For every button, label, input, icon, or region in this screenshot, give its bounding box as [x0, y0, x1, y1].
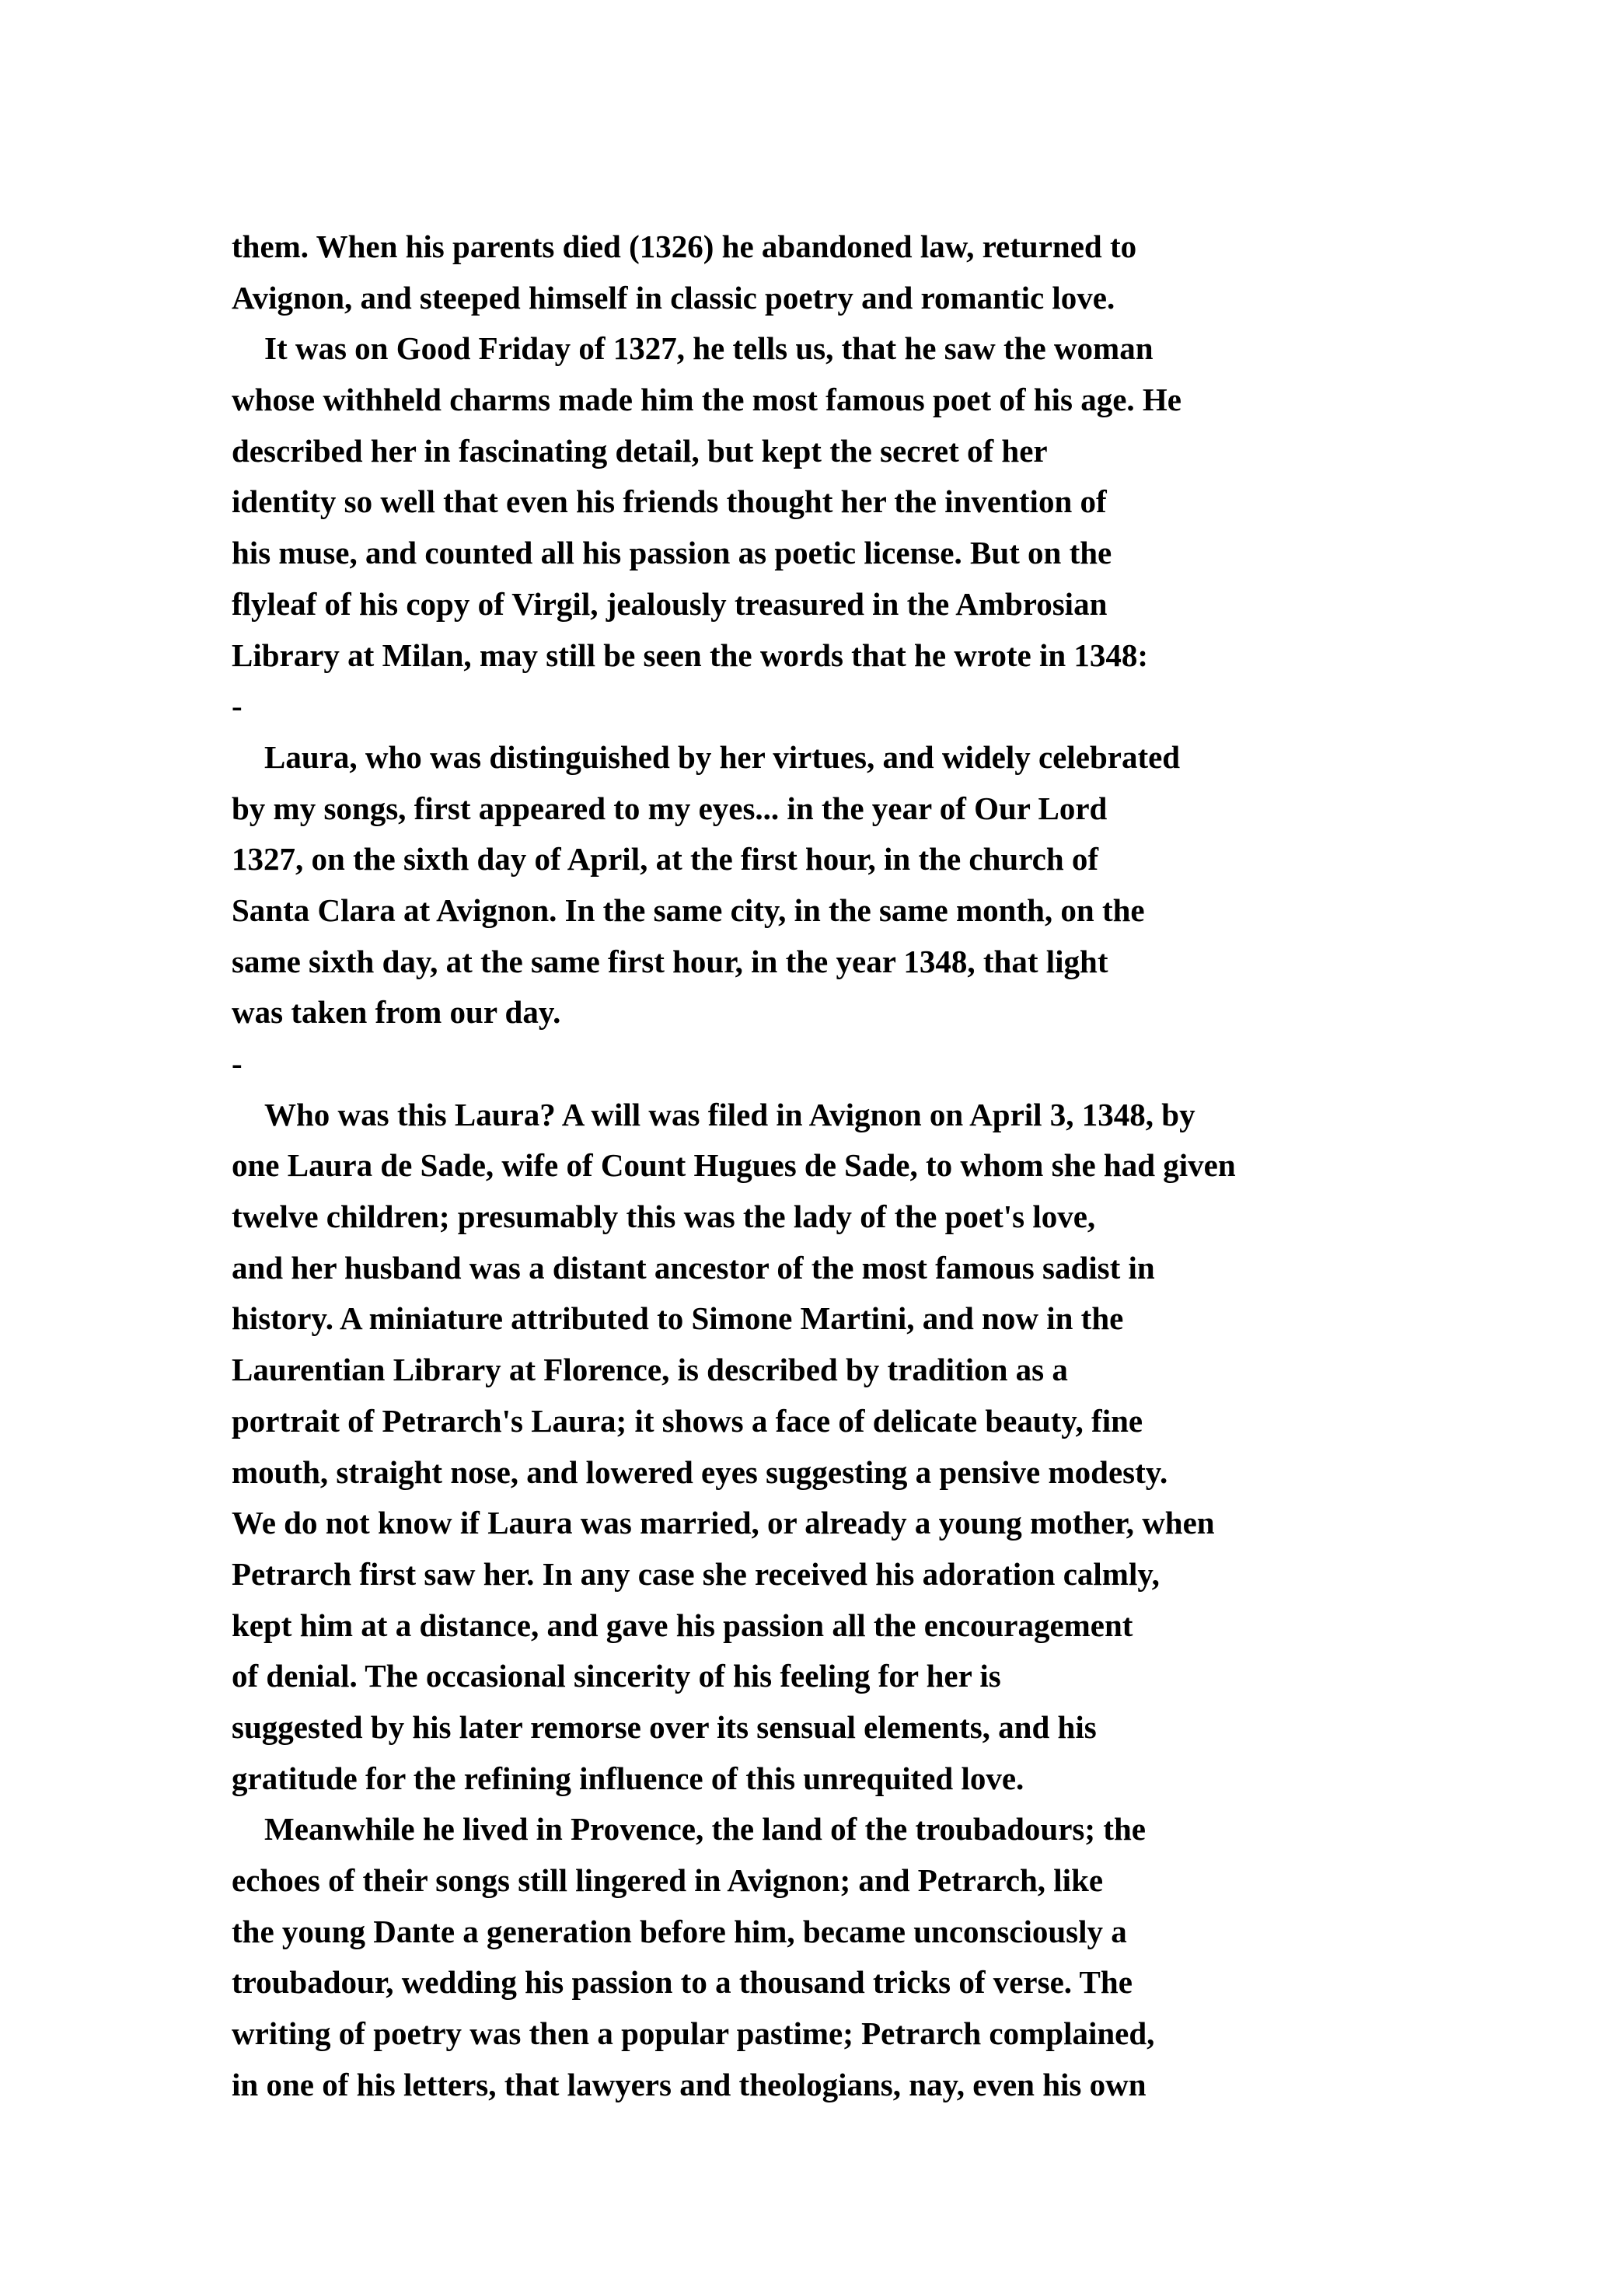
text-line: mouth, straight nose, and lowered eyes suggesting a pensive modesty. — [232, 1453, 1168, 1490]
text-line: described her in fascinating detail, but kept the secret of her — [232, 432, 1048, 469]
quote-line: 1327, on the sixth day of April, at the first hour, in the church of — [232, 841, 1099, 878]
body-text — [232, 222, 1553, 2110]
text-line: them. When his parents died (1326) he abandoned law, returned to — [232, 229, 1137, 264]
quote-line: was taken from our day. — [232, 994, 561, 1031]
quote-line: Santa Clara at Avignon. In the same city, in the same month, on the — [232, 892, 1145, 928]
text-line: Laurentian Library at Florence, is described by tradition as a — [232, 1352, 1068, 1388]
text-line: twelve children; presumably this was the lady of the poet's love, — [232, 1199, 1096, 1235]
quote-line: same sixth day, at the same first hour, in the year 1348, that light — [232, 943, 1108, 979]
text-line: history. A miniature attributed to Simone Martini, and now in the — [232, 1300, 1124, 1337]
text-line: flyleaf of his copy of Virgil, jealously treasured in the Ambrosian — [232, 585, 1108, 622]
text-line: the young Dante a generation before him, became unconsciously a — [232, 1913, 1127, 1949]
text-line: and her husband was a distant ancestor of the most famous sadist in — [232, 1249, 1155, 1286]
text-line: portrait of Petrarch's Laura; it shows a face of delicate beauty, fine — [232, 1402, 1143, 1439]
text-line: of denial. The occasional sincerity of his feeling for her is — [232, 1658, 1001, 1694]
text-line: echoes of their songs still lingered in Avignon; and Petrarch, like — [232, 1862, 1104, 1898]
text-line: We do not know if Laura was married, or already a young mother, when — [232, 1505, 1215, 1541]
text-line: Petrarch first saw her. In any case she received his adoration calmly, — [232, 1555, 1160, 1592]
text-line: in one of his letters, that lawyers and theologians, nay, even his own — [232, 2066, 1147, 2102]
paragraph-start-line: Who was this Laura? A will was filed in Avignon on April 3, 1348, by — [264, 1096, 1195, 1132]
text-line: troubadour, wedding his passion to a thousand tricks of verse. The — [232, 1964, 1133, 2001]
text-line: kept him at a distance, and gave his passion all the encouragement — [232, 1607, 1133, 1643]
paragraph-start-line: Meanwhile he lived in Provence, the land of the troubadours; the — [264, 1811, 1146, 1848]
text-line: gratitude for the refining influence of this unrequited love. — [232, 1760, 1024, 1796]
text-line: one Laura de Sade, wife of Count Hugues de Sade, to whom she had given — [232, 1147, 1236, 1184]
text-line: identity so well that even his friends thought her the invention of — [232, 483, 1107, 520]
text-line: writing of poetry was then a popular pastime; Petrarch complained, — [232, 2015, 1155, 2052]
quote-line: by my songs, first appeared to my eyes... in the year of Our Lord — [232, 790, 1108, 826]
text-line: whose withheld charms made him the most famous poet of his age. He — [232, 382, 1181, 418]
text-line: Avignon, and steeped himself in classic poetry and romantic love. — [232, 279, 1115, 316]
text-line: Library at Milan, may still be seen the words that he wrote in 1348: — [232, 637, 1149, 673]
text-line: suggested by his later remorse over its sensual elements, and his — [232, 1708, 1097, 1745]
separator-dash: - — [232, 688, 243, 724]
quote-start-line: Laura, who was distinguished by her virtues, and widely celebrated — [264, 738, 1181, 775]
paragraph-start-line: It was on Good Friday of 1327, he tells us, that he saw the woman — [264, 330, 1154, 367]
text-line: his muse, and counted all his passion as poetic license. But on the — [232, 535, 1112, 571]
separator-dash: - — [232, 1045, 243, 1081]
